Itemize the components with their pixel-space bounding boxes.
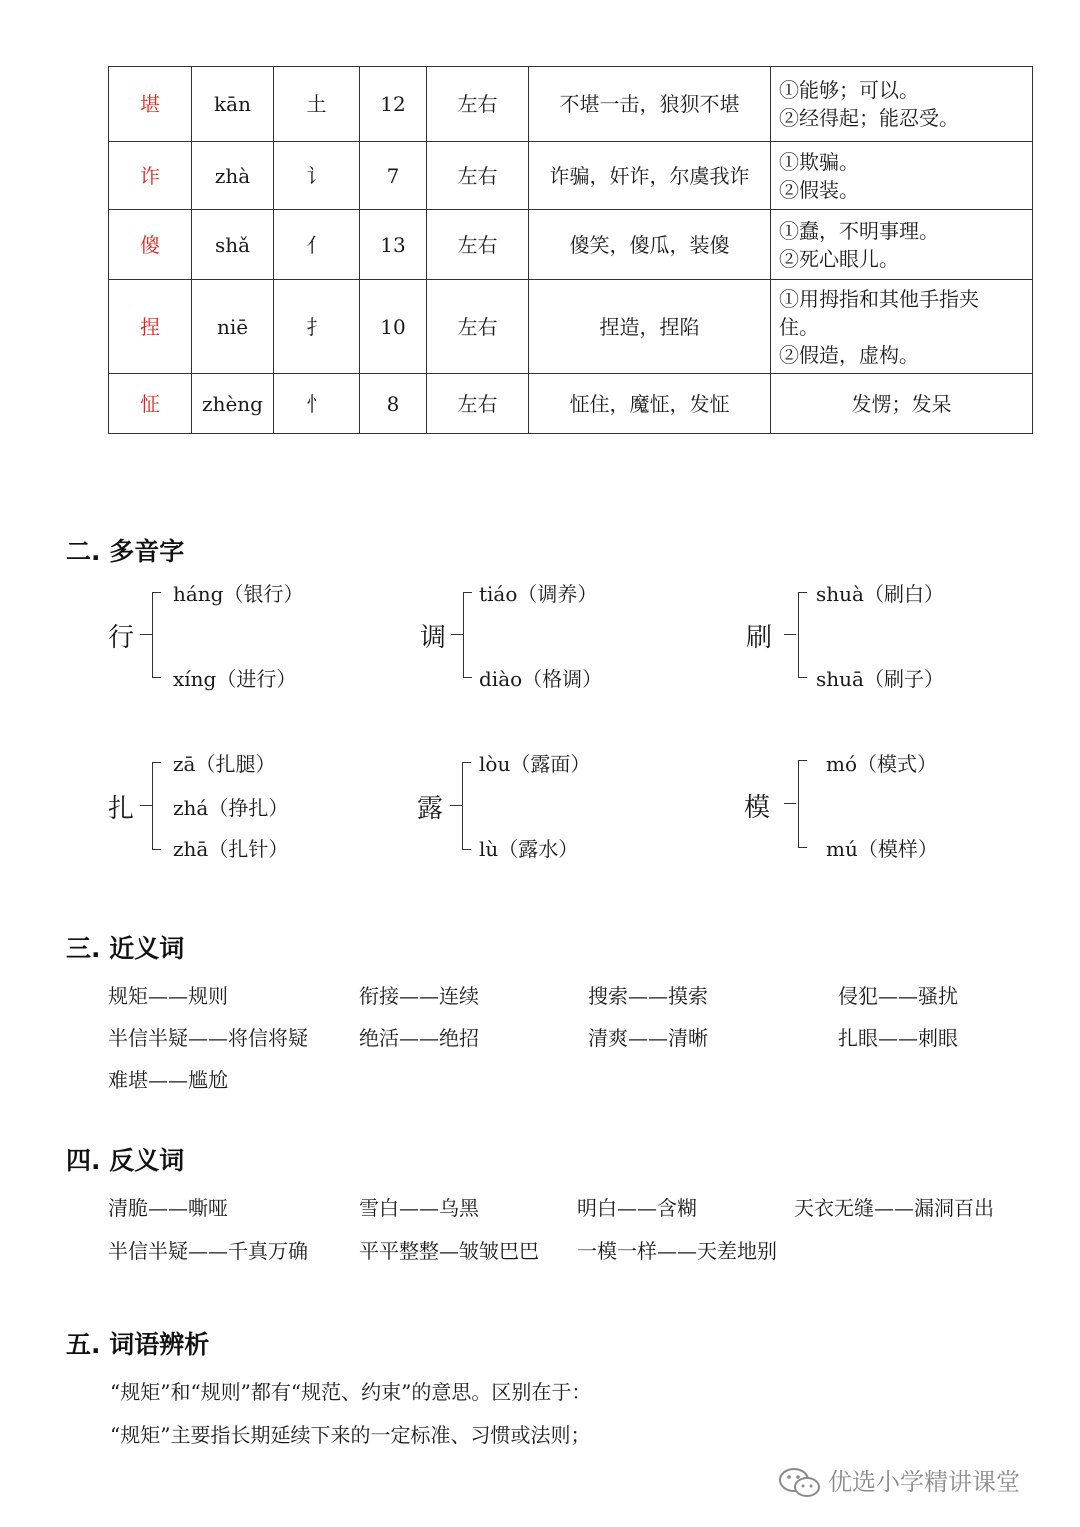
antonym-pair: 雪白——乌黑 <box>359 1196 479 1220</box>
meaning-line: ①蠢，不明事理。 <box>779 218 939 243</box>
meaning-line: ②假装。 <box>779 177 859 202</box>
reading: zhá（挣扎） <box>173 796 289 820</box>
watermark <box>778 1462 1020 1500</box>
antonym-pair: 明白——含糊 <box>577 1196 697 1220</box>
brace <box>462 762 471 850</box>
char-cell: 傻 <box>109 210 192 280</box>
structure-cell: 左右 <box>427 67 529 142</box>
meaning-cell <box>771 67 1033 142</box>
antonym-pair: 天衣无缝——漏洞百出 <box>794 1196 994 1220</box>
char-cell: 堪 <box>109 67 192 142</box>
table-row <box>109 374 1033 434</box>
synonym-pair: 绝活——绝招 <box>359 1026 479 1050</box>
strokes-cell: 12 <box>360 67 427 142</box>
antonym-pair: 一模一样——天差地别 <box>577 1239 777 1263</box>
section-title-analysis: 五. 词语辨析 <box>66 1330 210 1359</box>
words-cell: 不堪一击，狼狈不堪 <box>529 67 771 142</box>
meaning-cell: 发愣；发呆 <box>771 374 1033 434</box>
reading: mú（模样） <box>826 837 938 861</box>
char-cell: 怔 <box>109 374 192 434</box>
words-cell: 傻笑，傻瓜，装傻 <box>529 210 771 280</box>
meaning-cell <box>771 142 1033 210</box>
synonym-pair: 搜索——摸索 <box>588 984 708 1008</box>
strokes-cell: 13 <box>360 210 427 280</box>
strokes-cell: 10 <box>360 280 427 374</box>
meaning-line: ①欺骗。 <box>779 149 859 174</box>
words-cell: 捏造，捏陷 <box>529 280 771 374</box>
table-row <box>109 67 1033 142</box>
brace-tick <box>450 805 462 806</box>
radical-cell: 忄 <box>274 374 360 434</box>
synonym-pair: 规矩——规则 <box>108 984 228 1008</box>
brace-tick <box>140 634 152 635</box>
reading: shuā（刷子） <box>816 667 944 691</box>
analysis-paragraph: “规矩”和“规则”都有“规范、约束”的意思。区别在于： <box>110 1380 592 1404</box>
radical-cell: 土 <box>274 67 360 142</box>
brace <box>798 592 807 678</box>
brace <box>152 762 161 850</box>
meaning-line: ②经得起；能忍受。 <box>779 106 959 130</box>
char-cell: 捏 <box>109 280 192 374</box>
reading: zā（扎腿） <box>173 752 276 776</box>
brace-tick <box>451 634 463 635</box>
brace-tick <box>140 805 152 806</box>
meaning-line: 住。 <box>779 314 819 339</box>
synonym-pair: 半信半疑——将信将疑 <box>108 1026 308 1050</box>
words-cell: 诈骗，奸诈，尔虞我诈 <box>529 142 771 210</box>
synonym-pair: 扎眼——刺眼 <box>838 1026 958 1050</box>
polyphonic-char: 扎 <box>108 794 135 824</box>
meaning-cell <box>771 280 1033 374</box>
pinyin-cell: shǎ <box>192 210 274 280</box>
reading: xíng（进行） <box>173 667 297 691</box>
reading: lù（露水） <box>479 837 579 861</box>
reading: lòu（露面） <box>479 752 591 776</box>
reading: mó（模式） <box>826 752 938 776</box>
table-row <box>109 142 1033 210</box>
radical-cell: 讠 <box>274 142 360 210</box>
words-cell: 怔住，魔怔，发怔 <box>529 374 771 434</box>
strokes-cell: 8 <box>360 374 427 434</box>
brace <box>798 760 807 848</box>
table-row <box>109 280 1033 374</box>
reading: tiáo（调养） <box>479 582 598 606</box>
structure-cell: 左右 <box>427 374 529 434</box>
meaning-line: ②假造，虚构。 <box>779 342 919 367</box>
brace <box>463 592 472 678</box>
pinyin-cell: niē <box>192 280 274 374</box>
pinyin-cell: zhà <box>192 142 274 210</box>
watermark-text: 优选小学精讲课堂 <box>828 1468 1020 1496</box>
meaning-line: ①用拇指和其他手指夹 <box>779 286 979 311</box>
structure-cell: 左右 <box>427 142 529 210</box>
pinyin-cell: kān <box>192 67 274 142</box>
wechat-icon <box>778 1466 822 1500</box>
reading: shuà（刷白） <box>816 582 944 606</box>
polyphonic-char: 模 <box>744 793 771 823</box>
character-table <box>108 66 1033 434</box>
polyphonic-char: 刷 <box>746 623 773 653</box>
meaning-cell <box>771 210 1033 280</box>
analysis-paragraph: “规矩”主要指长期延续下来的一定标准、习惯或法则； <box>110 1423 591 1447</box>
brace-tick <box>784 803 796 804</box>
section-title-synonyms: 三. 近义词 <box>66 934 185 963</box>
synonym-pair: 清爽——清晰 <box>588 1026 708 1050</box>
brace <box>152 592 161 678</box>
meaning-line: ①能够；可以。 <box>779 78 919 102</box>
antonym-pair: 半信半疑——千真万确 <box>108 1239 308 1263</box>
radical-cell: 扌 <box>274 280 360 374</box>
structure-cell: 左右 <box>427 280 529 374</box>
polyphonic-char: 露 <box>417 794 444 824</box>
polyphonic-char: 行 <box>108 623 135 653</box>
meaning-line: ②死心眼儿。 <box>779 246 899 271</box>
strokes-cell: 7 <box>360 142 427 210</box>
section-title-antonyms: 四. 反义词 <box>66 1146 185 1175</box>
brace-tick <box>784 634 796 635</box>
table-row <box>109 210 1033 280</box>
radical-cell: 亻 <box>274 210 360 280</box>
section-title-polyphonic: 二. 多音字 <box>66 537 185 566</box>
antonym-pair: 清脆——嘶哑 <box>108 1196 228 1220</box>
polyphonic-char: 调 <box>420 623 447 653</box>
synonym-pair: 难堪——尴尬 <box>108 1068 228 1092</box>
synonym-pair: 衔接——连续 <box>359 984 479 1008</box>
reading: háng（银行） <box>173 582 304 606</box>
reading: zhā（扎针） <box>173 837 289 861</box>
antonym-pair: 平平整整—皱皱巴巴 <box>359 1239 539 1263</box>
char-cell: 诈 <box>109 142 192 210</box>
pinyin-cell: zhèng <box>192 374 274 434</box>
synonym-pair: 侵犯——骚扰 <box>838 984 958 1008</box>
structure-cell: 左右 <box>427 210 529 280</box>
reading: diào（格调） <box>479 667 603 691</box>
